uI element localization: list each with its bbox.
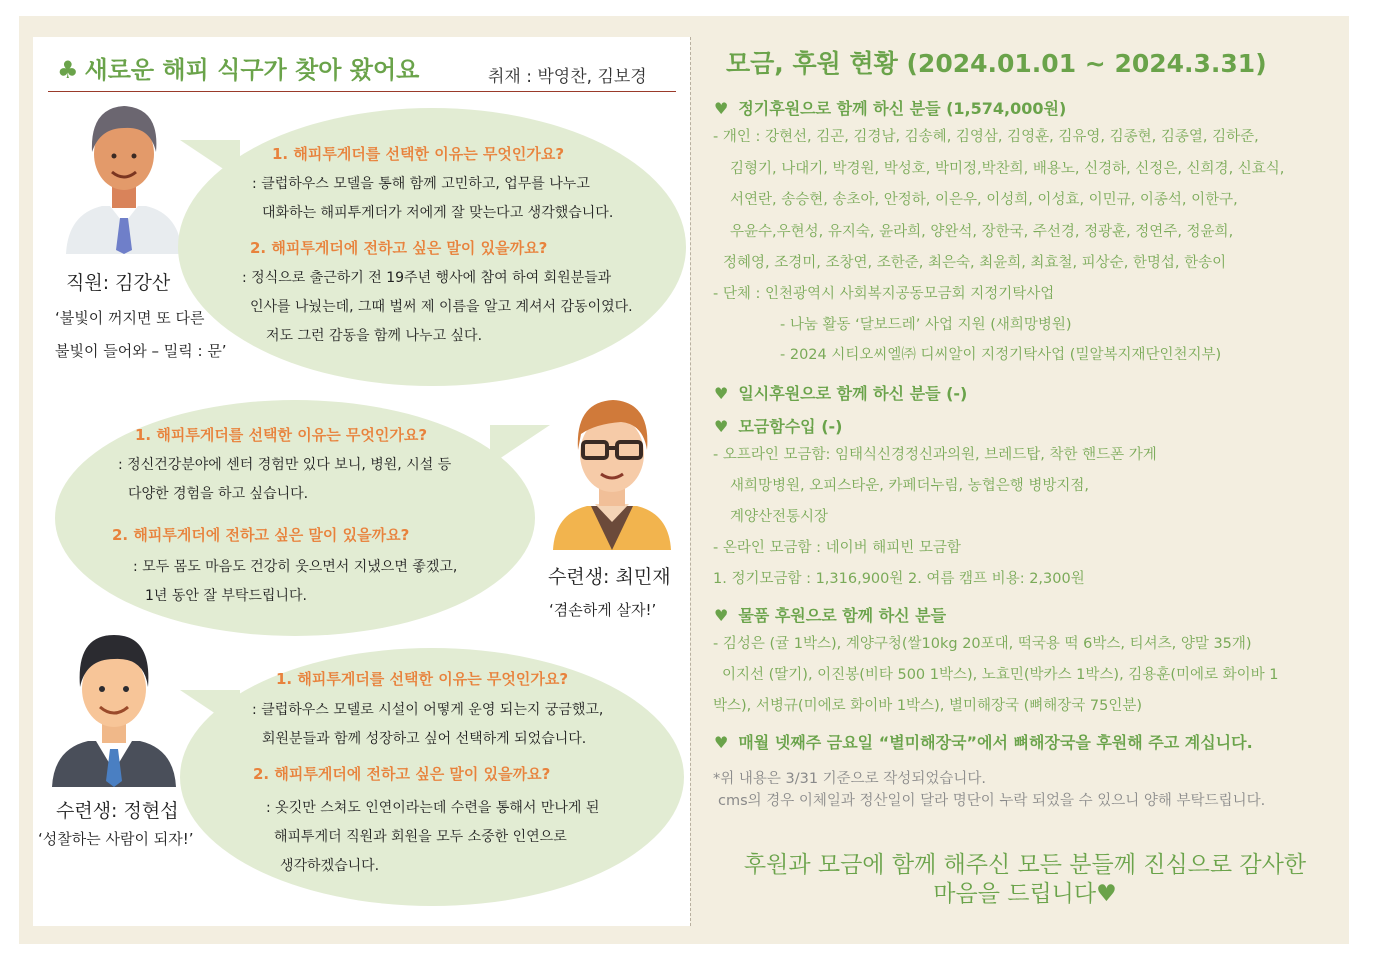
avatar-trainee-jeong (50, 631, 178, 791)
question-1: 1. 해피투게더를 선택한 이유는 무엇인가요? (135, 426, 428, 444)
answer-1-line: 회원분들과 함께 성장하고 싶어 선택하게 되었습니다. (262, 731, 587, 747)
motto-line: ‘겸손하게 살자!’ (549, 601, 657, 619)
section-regular: ♥ 정기후원으로 함께 하신 분들 (1,574,000원) (714, 99, 1067, 118)
donor-line: 정혜영, 조경미, 조창연, 조한준, 최은숙, 최윤희, 최효철, 피상순, 한명섭, 한송이 (723, 255, 1227, 271)
box-line: 계양산전통시장 (730, 509, 829, 525)
donation-title: 모금, 후원 현황 (2024.01.01 ~ 2024.3.31) (726, 49, 1267, 78)
answer-1-line: : 클럽하우스 모델로 시설이 어떻게 운영 되는지 궁금했고, (252, 702, 604, 718)
donor-line: - 단체 : 인천광역시 사회복지공동모금회 지정기탁사업 (713, 286, 1055, 302)
heading-rule (48, 91, 676, 92)
goods-line: 이지선 (딸기), 이진봉(비타 500 1박스), 노효민(박카스 1박스), 김용훈(미에로 화이바 1 (722, 667, 1279, 683)
answer-2-line: 생각하겠습니다. (280, 858, 380, 874)
avatar-trainee-choi (551, 396, 673, 554)
box-line: - 오프라인 모금함: 임태식신경정신과의원, 브레드탑, 착한 핸드폰 가게 (713, 447, 1157, 463)
club-icon: ♣ (57, 56, 79, 84)
answer-1-line: 다양한 경험을 하고 싶습니다. (128, 486, 309, 502)
section-goods: ♥ 물품 후원으로 함께 하신 분들 (714, 606, 947, 625)
person-name: 직원: 김강산 (66, 272, 171, 294)
bubble-tail (180, 690, 240, 730)
motto-line: 불빛이 들어와 – 밀릭 : 문’ (55, 342, 227, 360)
question-1: 1. 해피투게더를 선택한 이유는 무엇인가요? (276, 670, 569, 688)
answer-2-line: 1년 동안 잘 부탁드립니다. (145, 588, 307, 604)
box-line: 새희망병원, 오피스타운, 카페더누림, 농협은행 병방지점, (730, 478, 1090, 494)
donor-line: - 나눔 활동 ‘달보드레’ 사업 지원 (새희망병원) (780, 317, 1072, 333)
box-line: 1. 정기모금함 : 1,316,900원 2. 여름 캠프 비용: 2,300원 (713, 571, 1085, 587)
person-name: 수련생: 최민재 (548, 566, 671, 588)
motto-line: ‘성찰하는 사람이 되자!’ (38, 830, 194, 848)
heart-icon: ♥ (714, 606, 729, 625)
answer-2-line: 해피투게더 직원과 회원을 모두 소중한 인연으로 (274, 829, 567, 845)
footnote: *위 내용은 3/31 기준으로 작성되었습니다. (713, 771, 986, 787)
avatar-staff (62, 102, 186, 258)
donor-line: - 2024 시티오씨엘㈜ 디씨알이 지정기탁사업 (밀알복지재단인천지부) (780, 347, 1222, 363)
answer-2-line: : 정식으로 출근하기 전 19주년 행사에 참여 하여 회원분들과 (242, 270, 612, 286)
answer-2-line: 인사를 나눴는데, 그때 벌써 제 이름을 알고 계셔서 감동이였다. (250, 299, 633, 315)
column-divider (690, 37, 691, 926)
donor-line: 서연란, 송승현, 송초아, 안정하, 이은우, 이성희, 이성효, 이민규, 이종석, 이한구, (730, 192, 1238, 208)
donor-line: 김형기, 나대기, 박경원, 박성호, 박미정,박찬희, 배용노, 신경하, 신정은, 신희경, 신효식, (730, 161, 1285, 177)
bubble-tail (490, 425, 550, 465)
heart-icon: ♥ (714, 99, 729, 118)
heart-icon: ♥ (1096, 881, 1117, 907)
donor-line: - 개인 : 강현선, 김곤, 김경남, 김송혜, 김영삼, 김영훈, 김유영, 김종현, 김종열, 김하준, (713, 129, 1259, 145)
person-name: 수련생: 정현섭 (56, 800, 179, 822)
footnote: cms의 경우 이체일과 정산일이 달라 명단이 누락 되었을 수 있으니 양해 부탁드립니다. (718, 793, 1266, 809)
reporter-credit: 취재 : 박영찬, 김보경 (488, 67, 647, 87)
heart-icon: ♥ (714, 733, 729, 752)
answer-2-line: : 모두 몸도 마음도 건강히 웃으면서 지냈으면 좋겠고, (133, 559, 458, 575)
section-donation-box: ♥ 모금함수입 (-) (714, 417, 843, 436)
goods-line: - 김성은 (귤 1박스), 계양구청(쌀10kg 20포대, 떡국용 떡 6박스, 티셔츠, 양말 35개) (713, 636, 1252, 652)
question-1: 1. 해피투게더를 선택한 이유는 무엇인가요? (272, 145, 565, 163)
section-monthly: ♥ 매월 넷째주 금요일 “별미해장국”에서 뼈해장국을 후원해 주고 계십니다. (714, 733, 1253, 752)
answer-2-line: 저도 그런 감동을 함께 나누고 싶다. (266, 328, 483, 344)
heart-icon: ♥ (714, 384, 729, 403)
box-line: - 온라인 모금함 : 네이버 해피빈 모금함 (713, 540, 961, 556)
goods-line: 박스), 서병규(미에로 화이바 1박스), 별미해장국 (뼈해장국 75인분) (713, 698, 1142, 714)
answer-1-line: : 정신건강분야에 센터 경험만 있다 보니, 병원, 시설 등 (118, 457, 452, 473)
question-2: 2. 해피투게더에 전하고 싶은 말이 있을까요? (250, 239, 548, 257)
question-2: 2. 해피투게더에 전하고 싶은 말이 있을까요? (253, 765, 551, 783)
thank-you-message: 후원과 모금에 함께 해주신 모든 분들께 진심으로 감사한 마음을 드립니다♥ (743, 852, 1307, 907)
heart-icon: ♥ (714, 417, 729, 436)
bubble-tail (180, 140, 240, 180)
donor-line: 우윤수,우현성, 유지숙, 윤라희, 양완석, 장한국, 주선경, 정광훈, 정연주, 정윤희, (730, 224, 1234, 240)
answer-1-line: : 클럽하우스 모델을 통해 함께 고민하고, 업무를 나누고 (252, 176, 590, 192)
motto-line: ‘불빛이 꺼지면 또 다른 (55, 309, 205, 327)
answer-1-line: 대화하는 해피투게더가 저에게 잘 맞는다고 생각했습니다. (262, 205, 614, 221)
section-heading: ♣ 새로운 해피 식구가 찾아 왔어요 (57, 56, 420, 84)
section-temporary: ♥ 일시후원으로 함께 하신 분들 (-) (714, 384, 968, 403)
question-2: 2. 해피투게더에 전하고 싶은 말이 있을까요? (112, 526, 410, 544)
answer-2-line: : 옷깃만 스쳐도 인연이라는데 수련을 통해서 만나게 된 (266, 800, 600, 816)
